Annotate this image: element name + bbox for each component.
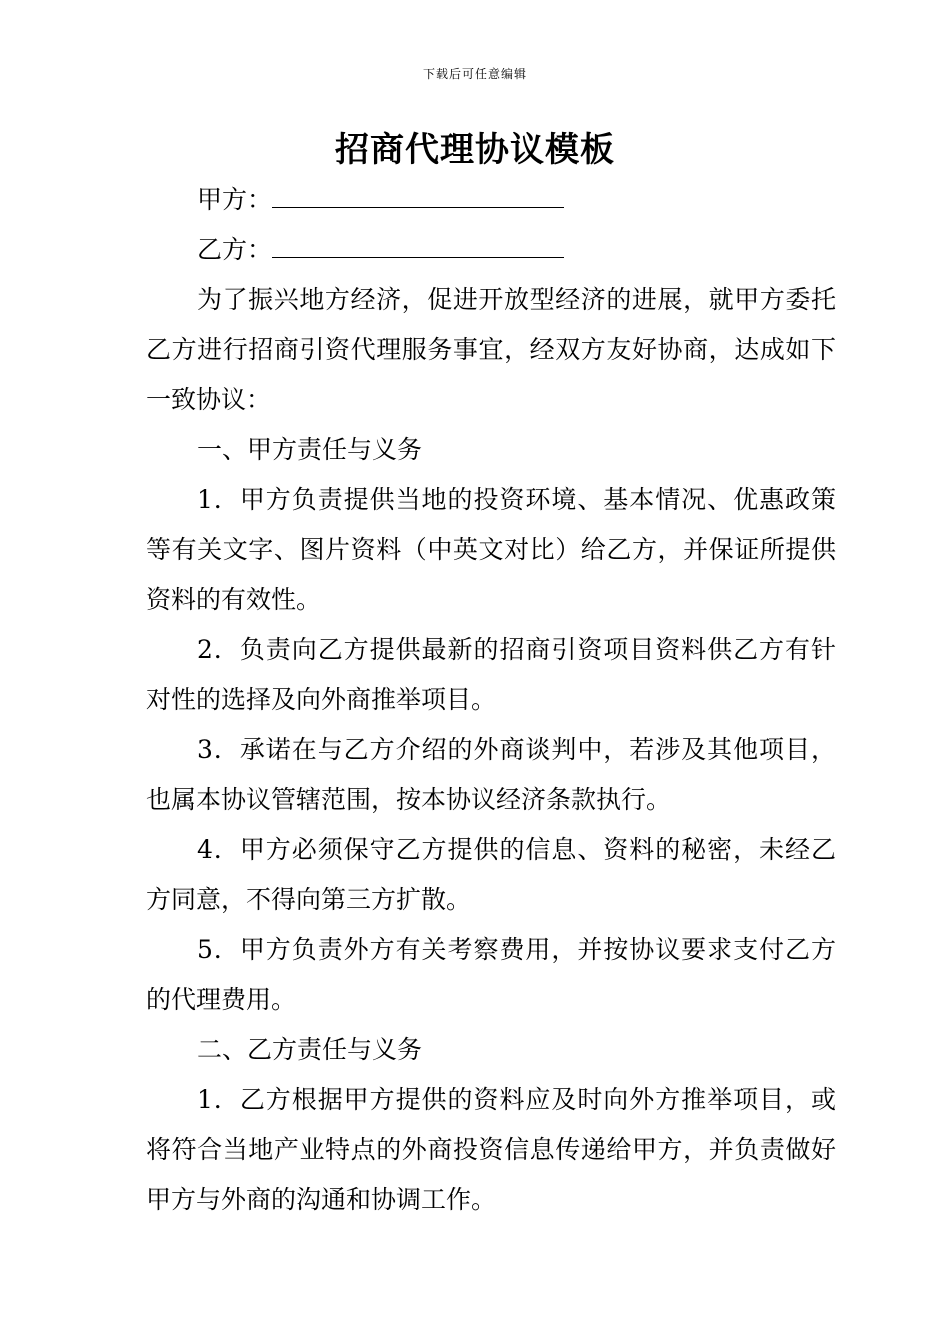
section-2-heading: 二、乙方责任与义务 — [197, 1035, 423, 1064]
section-1-item-1: 1．甲方负责提供当地的投资环境、基本情况、优惠政策等有关文字、图片资料（中英文对比）给乙方，并保证所提供资料的有效性。 — [146, 485, 836, 614]
header-note: 下载后可任意编辑 — [422, 67, 527, 81]
party-a-line — [146, 175, 836, 225]
section-1-item-3: 3．承诺在与乙方介绍的外商谈判中，若涉及其他项目，也属本协议管辖范围，按本协议经济条款执行。 — [146, 735, 836, 814]
party-a-label: 甲方： — [197, 185, 273, 214]
intro-paragraph: 为了振兴地方经济，促进开放型经济的进展，就甲方委托乙方进行招商引资代理服务事宜，经双方友好协商，达成如下一致协议： — [146, 285, 836, 414]
section-1-heading: 一、甲方责任与义务 — [197, 435, 423, 464]
section-1-item-5: 5．甲方负责外方有关考察费用，并按协议要求支付乙方的代理费用。 — [146, 935, 836, 1014]
party-a-blank — [272, 181, 564, 208]
section-2-item-1: 1．乙方根据甲方提供的资料应及时向外方推举项目，或将符合当地产业特点的外商投资信息传递给甲方，并负责做好甲方与外商的沟通和协调工作。 — [146, 1085, 836, 1214]
party-b-line — [146, 225, 836, 275]
party-b-label: 乙方： — [197, 235, 273, 264]
section-1-item-2: 2．负责向乙方提供最新的招商引资项目资料供乙方有针对性的选择及向外商推举项目。 — [146, 635, 836, 714]
section-1-item-4: 4．甲方必须保守乙方提供的信息、资料的秘密，未经乙方同意，不得向第三方扩散。 — [146, 835, 836, 914]
party-b-blank — [272, 231, 564, 258]
document-body — [146, 175, 836, 1225]
document-title: 招商代理协议模板 — [335, 130, 615, 170]
